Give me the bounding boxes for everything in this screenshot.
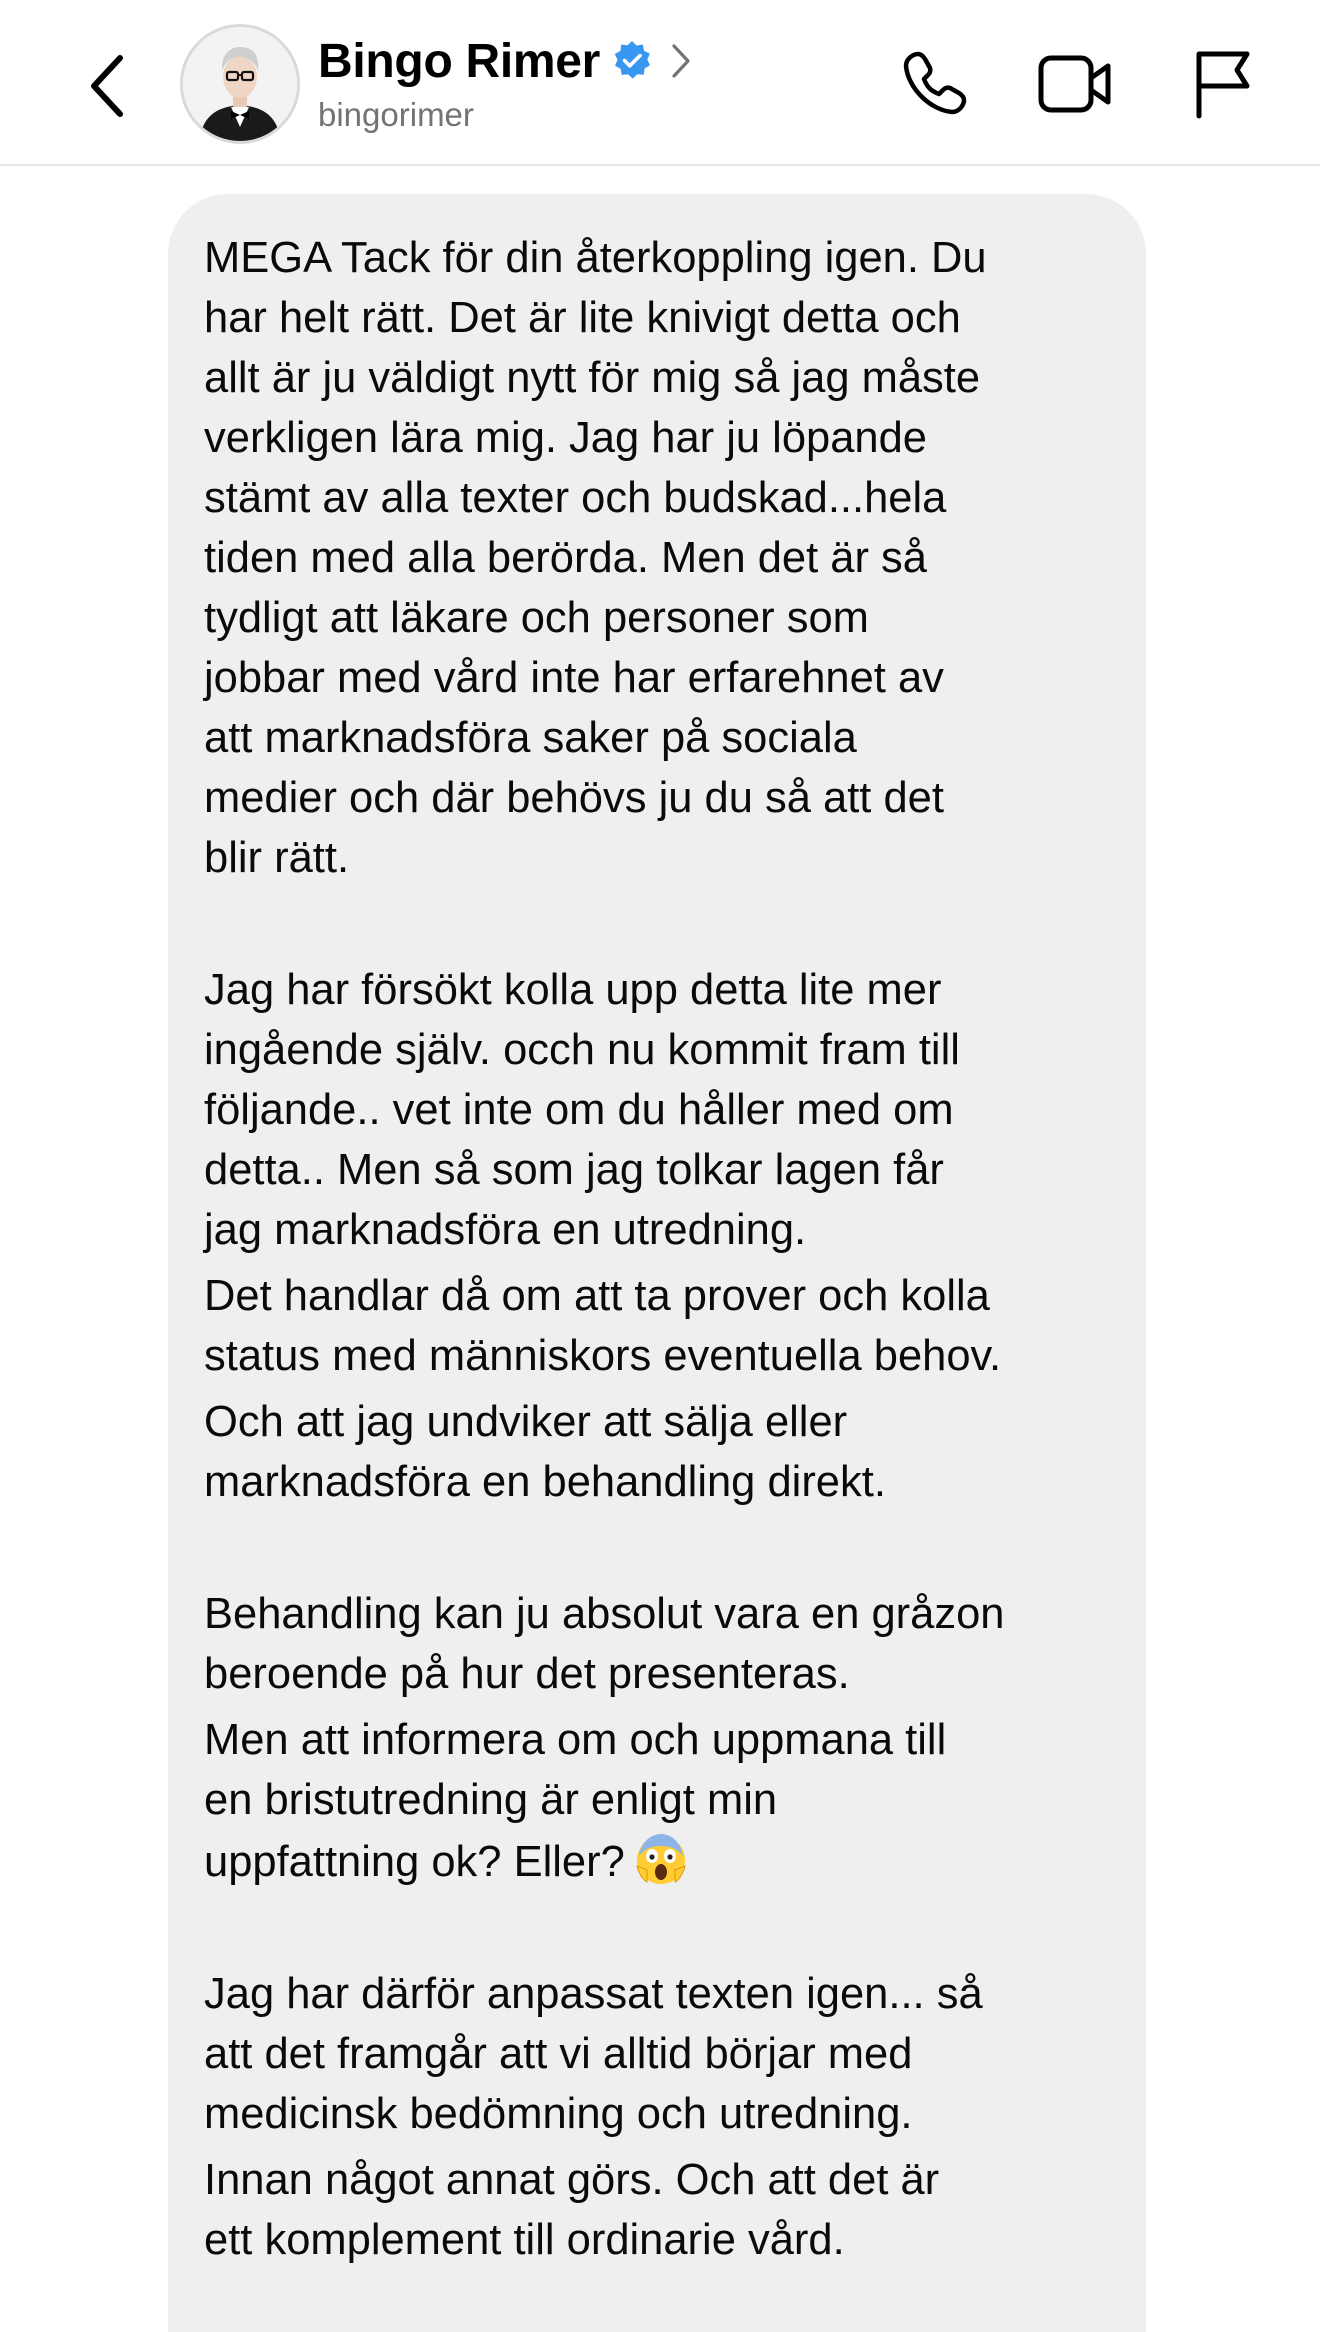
message-paragraph: Det handlar då om att ta prover och kolla status med människors eventuella behov.: [204, 1272, 1002, 1380]
back-button[interactable]: [76, 48, 136, 124]
message-bubble[interactable]: [168, 194, 1146, 2332]
avatar[interactable]: [180, 24, 300, 144]
verified-badge-icon: [610, 39, 654, 83]
call-button[interactable]: [892, 44, 976, 124]
face-screaming-in-fear-emoji: [633, 1830, 689, 1886]
username: bingorimer: [318, 96, 474, 133]
profile-name[interactable]: Bingo Rimer: [318, 34, 601, 88]
message-paragraph: [204, 1710, 1110, 1892]
message-paragraph: Jag har försökt kolla upp detta lite mer ingående själv. occh nu kommit fram till följande.. vet inte om du håller med om detta.. Men så som jag tolkar lagen får jag marknadsföra en utredning.: [204, 966, 960, 1254]
video-camera-icon: [1036, 52, 1116, 116]
message-text: Men att informera om och uppmana till en bristutredning är enligt min uppfattning ok? Eller?: [204, 1716, 947, 1886]
message-paragraph: Innan något annat görs. Och att det är ett komplement till ordinarie vård.: [204, 2156, 940, 2264]
chevron-right-icon: [670, 42, 692, 80]
report-button[interactable]: [1180, 44, 1264, 124]
flag-icon: [1189, 48, 1255, 120]
profile-name-row[interactable]: [318, 28, 692, 94]
message-paragraph: Jag har därför anpassat texten igen... så att det framgår att vi alltid börjar med medicinsk bedömning och utredning.: [204, 1970, 983, 2138]
message-paragraph: Och att jag undviker att sälja eller marknadsföra en behandling direkt.: [204, 1398, 886, 1506]
message-paragraph: Behandling kan ju absolut vara en gråzon beroende på hur det presenteras.: [204, 1590, 1005, 1698]
video-call-button[interactable]: [1034, 44, 1118, 124]
chevron-left-icon: [86, 54, 126, 118]
message-paragraph: MEGA Tack för din återkoppling igen. Du har helt rätt. Det är lite knivigt detta och allt är ju väldigt nytt för mig så jag måste verkligen lära mig. Jag har ju löpande stämt av alla texter och budskad...hela tiden med alla berörda. Men det är så tydligt att läkare och personer som jobbar med vård inte har erfarehnet av att marknadsföra saker på sociala medier och där behövs ju du så att det blir rätt.: [204, 234, 987, 882]
chat-header: [0, 0, 1320, 166]
message-thread[interactable]: [0, 166, 1320, 2332]
phone-icon: [898, 48, 970, 120]
